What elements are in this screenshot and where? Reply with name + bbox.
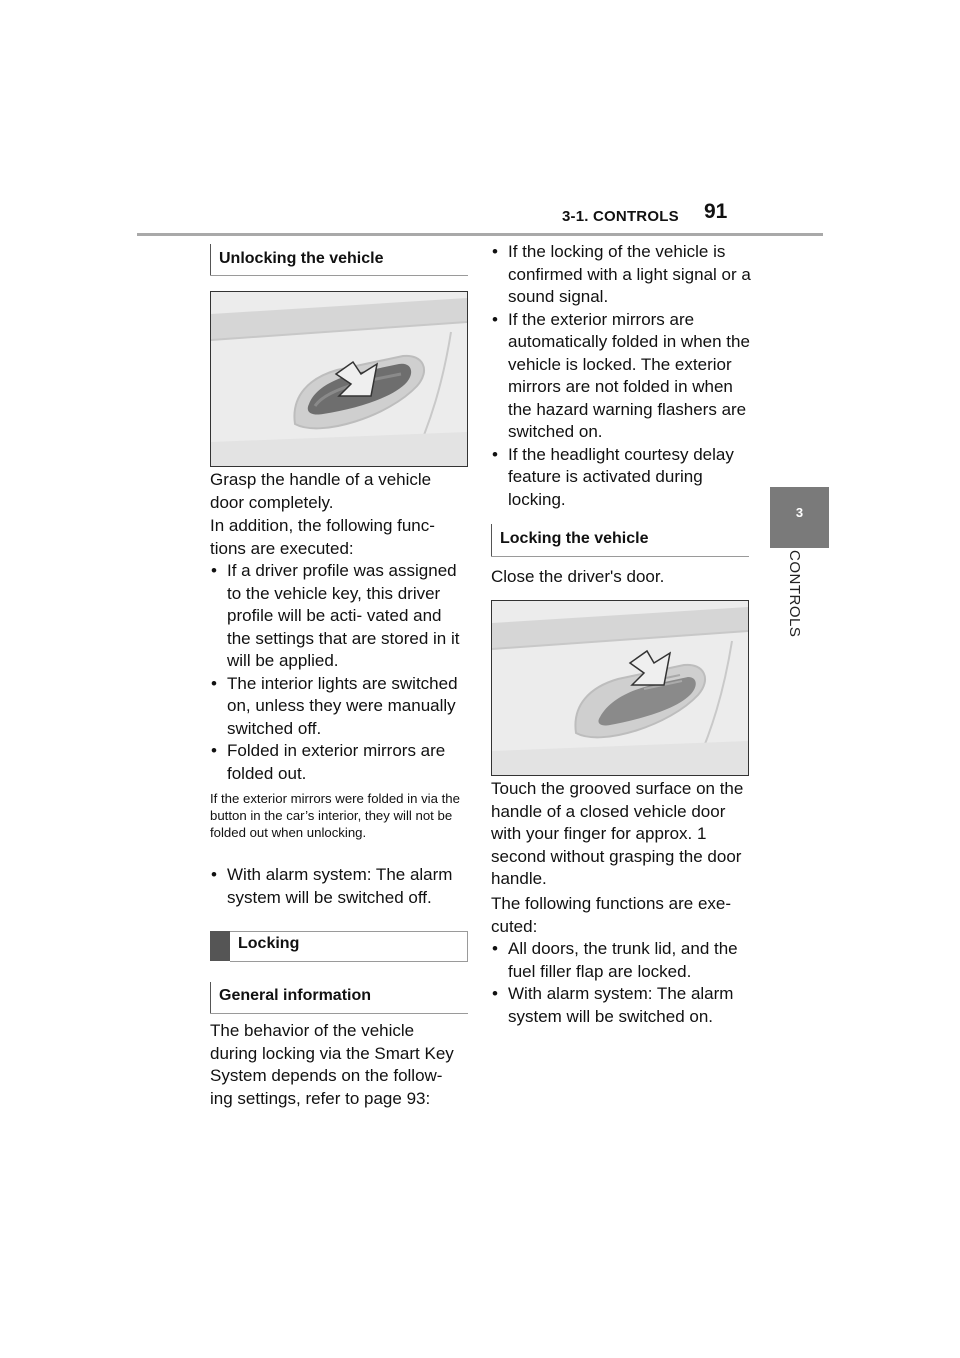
list-item: • If the exterior mirrors are automatically folded in when the vehicle is locked. The exterior mirrors are not folded in when the hazard warning flashers are switched on.: [491, 309, 753, 444]
list-item: • Folded in exterior mirrors are folded out.: [210, 740, 466, 785]
door-handle-grasp-illustration: [211, 292, 467, 466]
chapter-tab-label: CONTROLS: [786, 550, 803, 638]
mirror-note: If the exterior mirrors were folded in via the button in the car’s interior, they will not be folded out when unlocking.: [210, 791, 460, 840]
addition-intro: In addition, the following func- tions are executed:: [210, 516, 435, 558]
heading-underline: [210, 1013, 468, 1014]
door-handle-touch-illustration: [492, 601, 748, 775]
addition-list: [210, 560, 466, 785]
heading-underline: [491, 556, 749, 557]
functions-list: [491, 938, 753, 1028]
list-item: • With alarm system: The alarm system will be switched on.: [491, 983, 753, 1028]
heading-underline: [210, 275, 468, 276]
header-rule: [137, 233, 823, 236]
close-door-text: Close the driver's door.: [491, 567, 665, 586]
list-item: • The interior lights are switched on, unless they were manually switched off.: [210, 673, 466, 741]
heading-general-information: [210, 982, 469, 1014]
figure-locking-door-handle: [491, 600, 749, 776]
list-item: • If the locking of the vehicle is confirmed with a light signal or a sound signal.: [491, 241, 753, 309]
page-number: 91: [704, 200, 728, 223]
figure-unlocking-door-handle: [210, 291, 468, 467]
list-item: • If a driver profile was assigned to the vehicle key, this driver profile will be acti- vated and the settings that are stored in it will be applied.: [210, 560, 466, 673]
heading-general-information-text: General information: [219, 987, 372, 1004]
heading-locking: Locking: [238, 935, 300, 952]
heading-unlocking-vehicle-text: Unlocking the vehicle: [219, 250, 384, 267]
list-item: • If the headlight courtesy delay feature is activated during locking.: [491, 444, 753, 512]
grasp-text: Grasp the handle of a vehicle door completely.: [210, 470, 432, 512]
list-item: • All doors, the trunk lid, and the fuel filler flap are locked.: [491, 938, 753, 983]
chapter-tab-number: 3: [795, 505, 804, 520]
functions-intro: The following functions are exe- cuted:: [491, 894, 732, 936]
heading-unlocking-vehicle: [210, 244, 469, 276]
section-title: 3-1. CONTROLS: [562, 208, 679, 225]
heading-locking-vehicle: [491, 524, 750, 556]
alarm-off-item: • With alarm system: The alarm system will be switched off.: [210, 864, 466, 909]
touch-text: Touch the grooved surface on the handle of a closed vehicle door with your finger for approx. 1 second without grasping the door handle.: [491, 779, 744, 888]
heading-locking-vehicle-text: Locking the vehicle: [500, 530, 649, 547]
settings-list: [491, 241, 753, 511]
general-text: The behavior of the vehicle during locking via the Smart Key System depends on the follow- ing settings, refer to page 93:: [210, 1021, 454, 1108]
locking-heading-bar: [210, 931, 230, 961]
